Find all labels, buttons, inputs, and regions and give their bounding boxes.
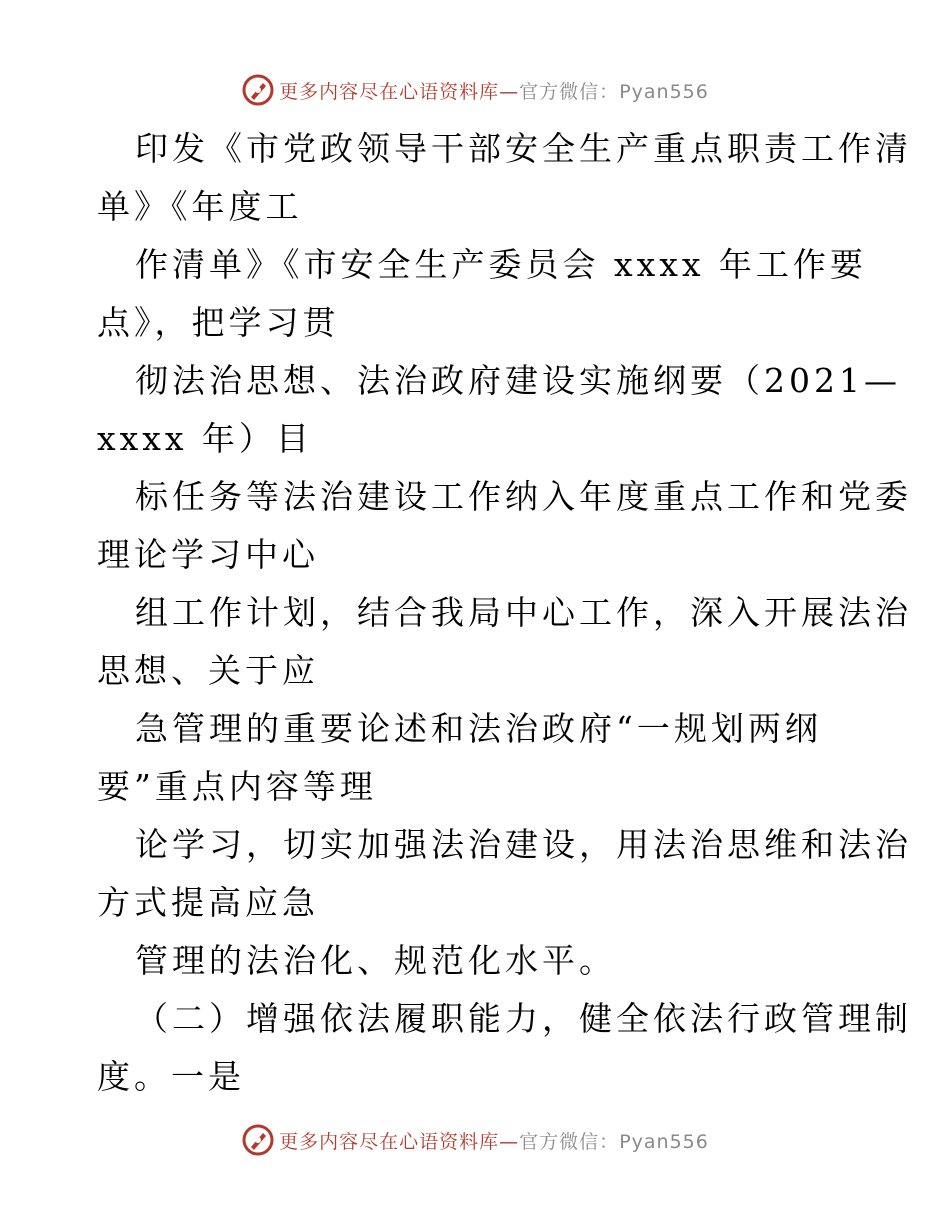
footer-brand-text [279, 1127, 709, 1154]
text-line: （二）增强依法履职能力，健全依法行政管理制 [135, 999, 912, 1038]
text-line: xxxx 年）目 [97, 419, 313, 458]
text-line: 印发《市党政领导干部安全生产重点职责工作清 [135, 129, 912, 168]
footer-wechat-id: Pyan556 [619, 1130, 709, 1153]
page-footer [0, 1120, 950, 1160]
text-line: 标任务等法治建设工作纳入年度重点工作和党委 [135, 477, 912, 516]
header-wechat-id: Pyan556 [619, 80, 709, 103]
text-line: 作清单》《市安全生产委员会 xxxx 年工作要 [135, 245, 867, 284]
text-line: 单》《年度工 [97, 187, 303, 226]
text-line: 度。一是 [97, 1057, 245, 1096]
footer-wechat-label: 官方微信： [519, 1130, 620, 1153]
document-body [97, 120, 912, 1106]
pen-nib-logo-icon [241, 1123, 275, 1157]
header-site-name: 更多内容尽在心语资料库 [279, 80, 500, 103]
footer-dash: — [499, 1130, 520, 1153]
text-line: 思想、关于应 [97, 651, 319, 690]
text-line: 急管理的重要论述和法治政府“一规划两纲 [135, 709, 822, 748]
header-wechat-label: 官方微信： [519, 80, 620, 103]
text-line: 点》，把学习贯 [97, 303, 340, 342]
text-line: 理论学习中心 [97, 535, 319, 574]
text-line: 组工作计划，结合我局中心工作，深入开展法治 [135, 593, 912, 632]
text-line: 管理的法治化、规范化水平。 [135, 941, 616, 980]
text-line: 要”重点内容等理 [97, 767, 377, 806]
footer-site-name: 更多内容尽在心语资料库 [279, 1130, 500, 1153]
text-line: 方式提高应急 [97, 883, 319, 922]
text-line: 论学习，切实加强法治建设，用法治思维和法治 [135, 825, 912, 864]
header-brand-text [279, 77, 709, 104]
header-dash: — [499, 80, 520, 103]
page-header [0, 70, 950, 110]
pen-nib-logo-icon [241, 73, 275, 107]
text-line: 彻法治思想、法治政府建设实施纲要（2021— [135, 361, 901, 400]
